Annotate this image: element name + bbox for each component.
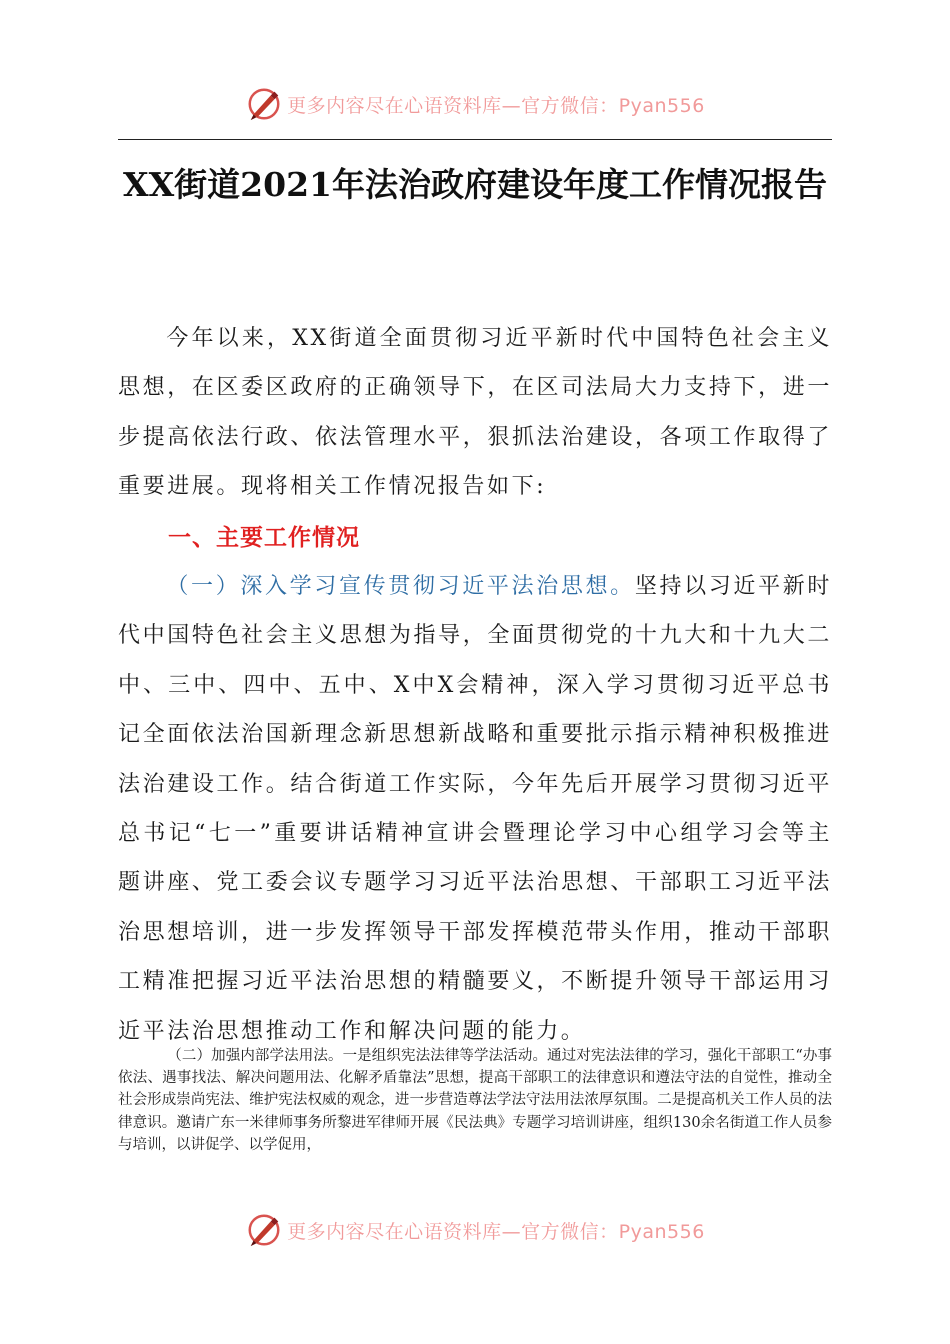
intro-paragraph: 今年以来，XX街道全面贯彻习近平新时代中国特色社会主义思想，在区委区政府的正确领导下，在区司法局大力支持下，进一步提高依法行政、依法管理水平，狠抓法治建设，各项工作取得了重要进展。现将相关工作情况报告如下: bbox=[118, 326, 832, 500]
subsection-1-paragraph bbox=[118, 562, 832, 1056]
subsection-1-heading: （一）深入学习宣传贯彻习近平法治思想。 bbox=[166, 574, 635, 599]
header-banner bbox=[0, 84, 950, 124]
document-title: XX街道2021年法治政府建设年度工作情况报告 bbox=[122, 165, 828, 204]
pen-logo-icon bbox=[245, 1211, 283, 1249]
header-divider bbox=[118, 139, 832, 140]
banner-text: 更多内容尽在心语资料库—官方微信：Pyan556 bbox=[287, 94, 705, 117]
banner-text: 更多内容尽在心语资料库—官方微信：Pyan556 bbox=[287, 1220, 705, 1243]
section-heading-main-work: 一、主要工作情况 bbox=[168, 525, 360, 551]
pen-logo-icon bbox=[245, 85, 283, 123]
subsection-1-body: 坚持以习近平新时代中国特色社会主义思想为指导，全面贯彻党的十九大和十九大二中、三中、四中、五中、X中X会精神，深入学习贯彻习近平总书记全面依法治国新理念新思想新战略和重要批示指示精神积极推进法治建设工作。结合街道工作实际，今年先后开展学习贯彻习近平总书记“七一”重要讲话精神宣讲会暨理论学习中心组学习会等主题讲座、党工委会议专题学习习近平法治思想、干部职工习近平法治思想培训，进一步发挥领导干部发挥模范带头作用，推动干部职工精准把握习近平法治思想的精髓要义，不断提升领导干部运用习近平法治思想推动工作和解决问题的能力。 bbox=[118, 574, 832, 1044]
footer-banner bbox=[0, 1210, 950, 1250]
subsection-2-paragraph: （二）加强内部学法用法。一是组织宪法法律等学法活动。通过对宪法法律的学习，强化干部职工“办事依法、遇事找法、解决问题用法、化解矛盾靠法”思想，提高干部职工的法律意识和遵法守法的自觉性，推动全社会形成崇尚宪法、维护宪法权威的观念，进一步营造尊法学法守法用法浓厚氛围。二是提高机关工作人员的法律意识。邀请广东一米律师事务所黎进军律师开展《民法典》专题学习培训讲座，组织130余名街道工作人员参与培训，以讲促学、以学促用， bbox=[118, 1048, 832, 1153]
